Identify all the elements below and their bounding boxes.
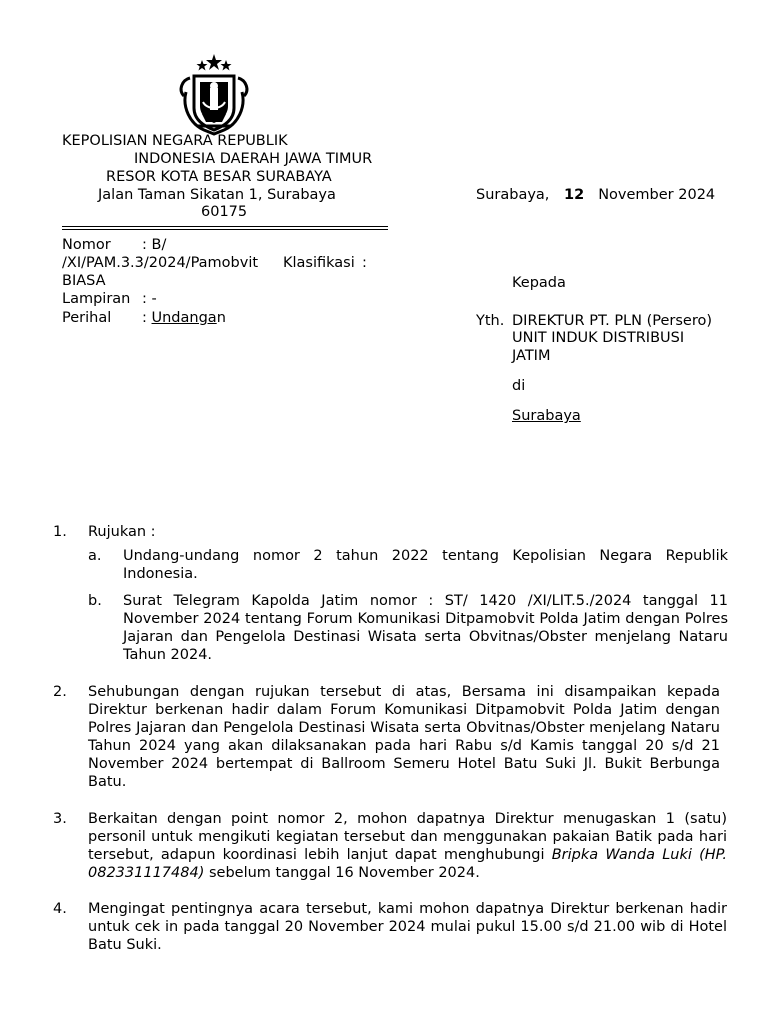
nomor-label: Nomor	[62, 237, 111, 253]
item-4-number: 4.	[53, 901, 67, 917]
date-day: 12	[564, 187, 585, 203]
item-1b-text: Surat Telegram Kapolda Jatim nomor : ST/ 1420 /XI/LIT.5./2024 tanggal 11 November 2024 tentang Forum Komunikasi Ditpamobvit Polda Jatim dengan Polres Jajaran dan Pengelola Destinasi Wisata serta Obvitnas/Obster menjelang Nataru Tahun 2024.	[123, 593, 728, 663]
recipient-city: Surabaya	[512, 408, 581, 424]
item-3-number: 3.	[53, 811, 67, 827]
item-3-text	[88, 810, 727, 882]
letterhead-line-3: RESOR KOTA BESAR SURABAYA	[106, 169, 332, 185]
item-4-text: Mengingat pentingnya acara tersebut, kami mohon dapatnya Direktur berkenan hadir untuk cek in pada tanggal 20 November 2024 mulai pukul 15.00 s/d 21.00 wib di Hotel Batu Suki.	[88, 901, 727, 953]
item-3-text-a: Berkaitan dengan point nomor 2, mohon dapatnya Direktur menugaskan 1 (satu) personil untuk mengikuti kegiatan tersebut dan menggunakan pakaian Batik pada hari tersebut, adapun koordinasi lebih lanjut dapat menghubungi	[88, 811, 727, 863]
perihal-value-rest: n	[216, 310, 226, 326]
nomor-value-cont: /XI/PAM.3.3/2024/Pamobvit	[62, 255, 259, 271]
nomor-value: : B/	[142, 237, 167, 253]
letterhead-line-2: INDONESIA DAERAH JAWA TIMUR	[134, 151, 373, 167]
recipient-line-2: UNIT INDUK DISTRIBUSI	[512, 330, 685, 346]
yth-label: Yth.	[476, 313, 505, 329]
item-2-number: 2.	[53, 684, 67, 700]
letterhead-address: Jalan Taman Sikatan 1, Surabaya	[98, 187, 336, 203]
lampiran-label: Lampiran	[62, 291, 131, 307]
perihal-label: Perihal	[62, 310, 112, 326]
item-1-number: 1.	[53, 524, 67, 540]
letterhead-rule-thin	[62, 229, 388, 230]
recipient-line-3: JATIM	[512, 348, 551, 364]
letter-date	[476, 186, 715, 204]
letterhead-rule	[62, 226, 388, 227]
date-place: Surabaya,	[476, 187, 550, 203]
item-1-title: Rujukan :	[88, 524, 156, 540]
klasifikasi-colon: :	[362, 255, 367, 271]
item-3-text-b: sebelum tanggal 16 November 2024.	[204, 865, 480, 881]
recipient-line-1: DIREKTUR PT. PLN (Persero)	[512, 313, 713, 329]
klasifikasi-label: Klasifikasi	[283, 255, 355, 271]
item-2-text: Sehubungan dengan rujukan tersebut di atas, Bersama ini disampaikan kepada Direktur berkenan hadir dalam Forum Komunikasi Ditpamobvit Polda Jatim dengan Polres Jajaran dan Pengelola Destinasi Wisata serta Obvitnas/Obster menjelang Nataru Tahun 2024 yang akan dilaksanakan pada hari Rabu s/d Kamis tanggal 20 s/d 21 November 2024 bertempat di Ballroom Semeru Hotel Batu Suki Jl. Bukit Berbunga Batu.	[88, 684, 720, 790]
perihal-value-underlined: Undanga	[151, 310, 217, 326]
lampiran-value: : -	[142, 291, 157, 307]
item-1a-text: Undang-undang nomor 2 tahun 2022 tentang Kepolisian Negara Republik Indonesia.	[123, 548, 728, 582]
perihal-value	[142, 309, 226, 327]
letterhead-line-1: KEPOLISIAN NEGARA REPUBLIK	[62, 133, 288, 149]
perihal-colon: :	[142, 310, 147, 326]
item-1a-letter: a.	[88, 548, 102, 564]
kepada-label: Kepada	[512, 275, 566, 291]
polri-emblem-icon	[172, 52, 256, 136]
item-1b-letter: b.	[88, 593, 102, 609]
letterhead-postcode: 60175	[201, 204, 248, 220]
recipient-di: di	[512, 378, 526, 394]
item-3-contact: Bripka Wanda Luki (HP. 082331117484)	[88, 847, 728, 881]
klasifikasi-value: BIASA	[62, 273, 106, 289]
date-month-year: November 2024	[598, 187, 716, 203]
